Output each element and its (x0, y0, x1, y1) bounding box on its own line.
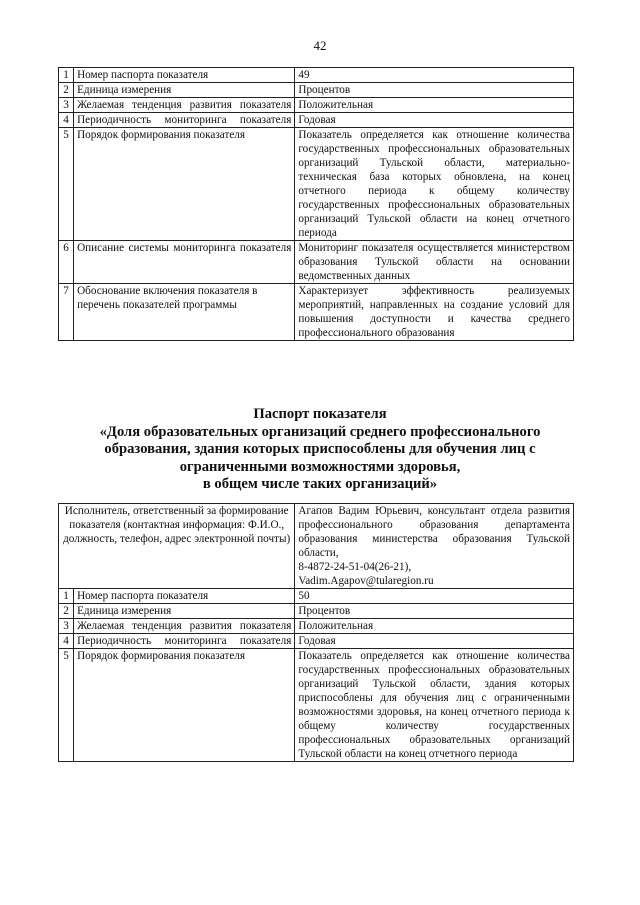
executor-email: Vadim.Agapov@tularegion.ru (298, 575, 434, 587)
row-value: Процентов (295, 83, 574, 98)
row-label: Номер паспорта показателя (74, 589, 295, 604)
table-row (59, 98, 574, 113)
heading-line: «Доля образовательных организаций среднего профессионального (99, 423, 541, 440)
row-value: Положительная (295, 619, 574, 634)
table-row (59, 113, 574, 128)
row-number: 4 (59, 634, 74, 649)
table-row (59, 619, 574, 634)
heading-line: ограниченными возможностями здоровья, (179, 458, 461, 475)
row-number: 5 (59, 128, 74, 241)
table-row (59, 649, 574, 762)
row-label: Порядок формирования показателя (74, 128, 295, 241)
row-label: Единица измерения (74, 604, 295, 619)
passport-heading (60, 406, 580, 494)
heading-line: Паспорт показателя (253, 406, 387, 422)
row-label: Периодичность мониторинга показателя (74, 634, 295, 649)
row-number: 1 (59, 589, 74, 604)
row-value: 49 (295, 68, 574, 83)
executor-label: Исполнитель, ответственный за формирование показателя (контактная информация: Ф.И.О., должность, телефон, адрес электронной почты) (59, 504, 295, 589)
row-number: 4 (59, 113, 74, 128)
row-number: 6 (59, 241, 74, 284)
row-label: Описание системы мониторинга показателя (74, 241, 295, 284)
heading-line: в общем числе таких организаций» (202, 476, 438, 492)
row-number: 1 (59, 68, 74, 83)
table-row (59, 68, 574, 83)
table-row (59, 83, 574, 98)
row-number: 7 (59, 284, 74, 341)
row-label: Желаемая тенденция развития показателя (74, 619, 295, 634)
row-value: Годовая (295, 634, 574, 649)
row-value: Показатель определяется как отношение количества государственных профессиональных образовательных организаций Тульской области, здания которых приспособлены для обучения лиц с ограниченными возможностями здоровья, на конец отчетного периода к общему количеству государственных профессиональных образовательных организаций Тульской области на конец отчетного периода (295, 649, 574, 762)
table-row (59, 128, 574, 241)
row-value: Процентов (295, 604, 574, 619)
executor-phone: 8-4872-24-51-04(26-21), (298, 561, 412, 573)
row-value: Показатель определяется как отношение количества государственных профессиональных образовательных организаций Тульской области, материально-техническая база которых обновлена, на конец отчетного периода к общему количеству государственных профессиональных образовательных организаций Тульской области на конец отчетного периода (295, 128, 574, 241)
executor-value (295, 504, 574, 589)
row-number: 3 (59, 619, 74, 634)
heading-line: образования, здания которых приспособлены для обучения лиц с (104, 441, 536, 457)
row-label: Обоснование включения показателя в перечень показателей программы (74, 284, 295, 341)
row-number: 2 (59, 83, 74, 98)
page-number: 42 (313, 38, 327, 53)
executor-row (59, 504, 574, 589)
row-label: Периодичность мониторинга показателя (74, 113, 295, 128)
row-value: Характеризует эффективность реализуемых мероприятий, направленных на создание условий для повышения доступности и качества среднего профессионального образования (295, 284, 574, 341)
row-value: Годовая (295, 113, 574, 128)
table-row (59, 589, 574, 604)
table-row (59, 241, 574, 284)
row-value: Положительная (295, 98, 574, 113)
row-label: Порядок формирования показателя (74, 649, 295, 762)
row-number: 3 (59, 98, 74, 113)
table-row (59, 634, 574, 649)
row-value: Мониторинг показателя осуществляется министерством образования Тульской области на основании ведомственных данных (295, 241, 574, 284)
row-label: Номер паспорта показателя (74, 68, 295, 83)
indicator-table-49 (58, 67, 574, 341)
row-number: 5 (59, 649, 74, 762)
row-number: 2 (59, 604, 74, 619)
executor-info: Агапов Вадим Юрьевич, консультант отдела развития профессионального образования департамента образования министерства образования Тульской области, (298, 505, 570, 559)
row-value: 50 (295, 589, 574, 604)
table-row (59, 284, 574, 341)
row-label: Единица измерения (74, 83, 295, 98)
row-label: Желаемая тенденция развития показателя (74, 98, 295, 113)
indicator-table-50 (58, 503, 574, 762)
table-row (59, 604, 574, 619)
